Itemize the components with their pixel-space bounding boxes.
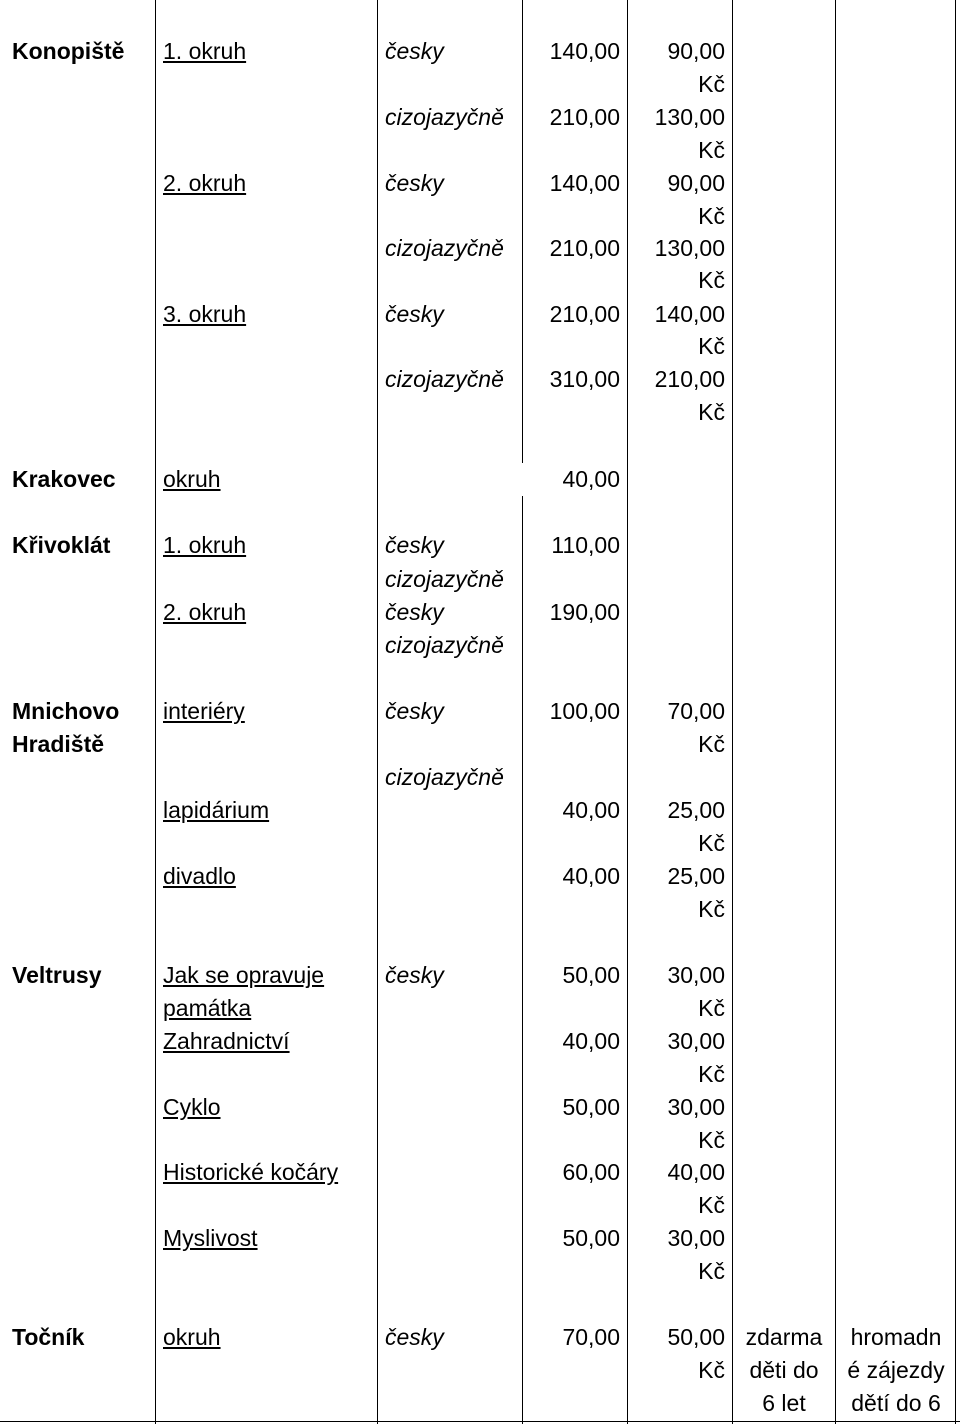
- place-name: Krakovec: [12, 466, 116, 492]
- full-price: 140,00: [549, 38, 620, 64]
- group-note: é zájezdy: [847, 1357, 945, 1383]
- full-price: 50,00: [562, 962, 620, 988]
- route-link[interactable]: 1. okruh: [163, 38, 247, 64]
- reduced-price: 90,00: [667, 170, 725, 196]
- language: česky: [385, 599, 444, 625]
- place-name: Točník: [12, 1324, 85, 1350]
- row-divider: [0, 1421, 960, 1422]
- group-note: hromadn: [850, 1324, 942, 1350]
- language: cizojazyčně: [385, 632, 504, 658]
- column-divider: [955, 0, 956, 1424]
- full-price: 210,00: [549, 235, 620, 261]
- route-link[interactable]: okruh: [163, 1324, 221, 1350]
- place-name: Hradiště: [12, 731, 105, 757]
- place-name: Mnichovo: [12, 698, 120, 724]
- column-divider: [835, 0, 836, 1424]
- language: cizojazyčně: [385, 764, 504, 790]
- reduced-price: 30,00: [667, 1094, 725, 1120]
- full-price: 140,00: [549, 170, 620, 196]
- reduced-price: 70,00: [667, 698, 725, 724]
- language: česky: [385, 38, 444, 64]
- route-link[interactable]: Cyklo: [163, 1094, 221, 1120]
- language: česky: [385, 962, 444, 988]
- full-price: 40,00: [562, 1028, 620, 1054]
- language: cizojazyčně: [385, 104, 504, 130]
- reduced-price: 130,00: [654, 235, 725, 261]
- reduced-price: 25,00: [667, 797, 725, 823]
- currency: Kč: [698, 1258, 725, 1284]
- language: česky: [385, 170, 444, 196]
- full-price: 210,00: [549, 301, 620, 327]
- currency: Kč: [698, 267, 725, 293]
- language: česky: [385, 698, 444, 724]
- route-link[interactable]: 3. okruh: [163, 301, 247, 327]
- reduced-price: 210,00: [654, 366, 725, 392]
- column-divider: [155, 0, 156, 1424]
- currency: Kč: [698, 830, 725, 856]
- route-link[interactable]: památka: [163, 995, 252, 1021]
- place-name: Křivoklát: [12, 532, 111, 558]
- full-price: 190,00: [549, 599, 620, 625]
- full-price: 70,00: [562, 1324, 620, 1350]
- language: česky: [385, 532, 444, 558]
- free-entry-note: 6 let: [762, 1390, 806, 1416]
- reduced-price: 90,00: [667, 38, 725, 64]
- route-link[interactable]: divadlo: [163, 863, 236, 889]
- currency: Kč: [698, 137, 725, 163]
- reduced-price: 130,00: [654, 104, 725, 130]
- reduced-price: 40,00: [667, 1159, 725, 1185]
- language: cizojazyčně: [385, 366, 504, 392]
- language: česky: [385, 1324, 444, 1350]
- currency: Kč: [698, 1061, 725, 1087]
- full-price: 50,00: [562, 1094, 620, 1120]
- free-entry-note: děti do: [749, 1357, 819, 1383]
- currency: Kč: [698, 1357, 725, 1383]
- route-link[interactable]: lapidárium: [163, 797, 270, 823]
- place-name: Veltrusy: [12, 962, 102, 988]
- full-price: 310,00: [549, 366, 620, 392]
- full-price: 40,00: [522, 463, 620, 496]
- reduced-price: 25,00: [667, 863, 725, 889]
- route-link[interactable]: interiéry: [163, 698, 245, 724]
- currency: Kč: [698, 896, 725, 922]
- route-link[interactable]: Zahradnictví: [163, 1028, 290, 1054]
- full-price: 40,00: [562, 863, 620, 889]
- full-price: 210,00: [549, 104, 620, 130]
- currency: Kč: [698, 333, 725, 359]
- currency: Kč: [698, 995, 725, 1021]
- route-link[interactable]: okruh: [163, 466, 221, 492]
- currency: Kč: [698, 731, 725, 757]
- currency: Kč: [698, 399, 725, 425]
- full-price: 40,00: [562, 797, 620, 823]
- language: česky: [385, 301, 444, 327]
- route-link[interactable]: Jak se opravuje: [163, 962, 325, 988]
- reduced-price: 50,00: [667, 1324, 725, 1350]
- reduced-price: 140,00: [654, 301, 725, 327]
- full-price: 110,00: [551, 532, 620, 558]
- currency: Kč: [698, 203, 725, 229]
- currency: Kč: [698, 1192, 725, 1218]
- full-price: 60,00: [562, 1159, 620, 1185]
- reduced-price: 30,00: [667, 1225, 725, 1251]
- currency: Kč: [698, 71, 725, 97]
- full-price: 50,00: [562, 1225, 620, 1251]
- reduced-price: 30,00: [667, 962, 725, 988]
- free-entry-note: zdarma: [745, 1324, 823, 1350]
- column-divider: [732, 0, 733, 1424]
- route-link[interactable]: 1. okruh: [163, 532, 247, 558]
- full-price: 100,00: [549, 698, 620, 724]
- language: cizojazyčně: [385, 235, 504, 261]
- group-note: dětí do 6: [851, 1390, 941, 1416]
- language: cizojazyčně: [385, 566, 504, 592]
- reduced-price: 30,00: [667, 1028, 725, 1054]
- column-divider: [377, 0, 378, 1424]
- currency: Kč: [698, 1127, 725, 1153]
- route-link[interactable]: 2. okruh: [163, 170, 247, 196]
- route-link[interactable]: Historické kočáry: [163, 1159, 339, 1185]
- route-link[interactable]: 2. okruh: [163, 599, 247, 625]
- place-name: Konopiště: [12, 38, 125, 64]
- route-link[interactable]: Myslivost: [163, 1225, 258, 1251]
